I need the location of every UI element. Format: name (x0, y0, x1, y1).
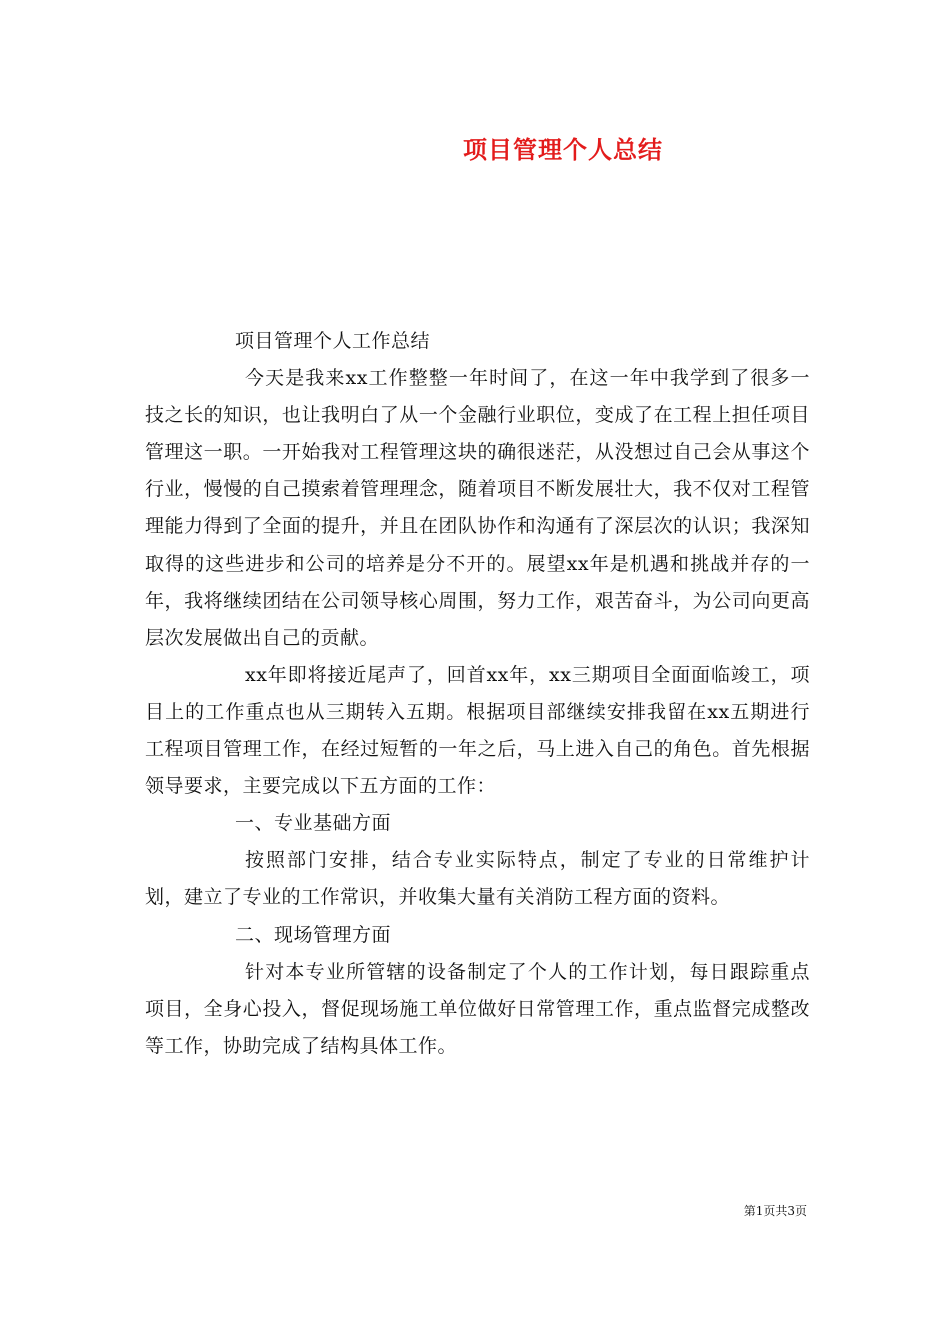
section-heading-site-management: 二、现场管理方面 (235, 923, 392, 946)
paragraph-overview: xx年即将接近尾声了，回首xx年，xx三期项目全面面临竣工，项目上的工作重点也从三期转入五期。根据项目部继续安排我留在xx五期进行工程项目管理工作，在经过短暂的一年之后，马上进入自己的角色。首先根据领导要求，主要完成以下五方面的工作： (145, 663, 810, 798)
document-title: 项目管理个人总结 (463, 135, 663, 164)
document-subtitle: 项目管理个人工作总结 (235, 330, 431, 352)
paragraph-intro: 今天是我来xx工作整整一年时间了，在这一年中我学到了很多一技之长的知识，也让我明白了从一个金融行业职位，变成了在工程上担任项目管理这一职。一开始我对工程管理这块的确很迷茫，从没想过自己会从事这个行业，慢慢的自己摸索着管理理念，随着项目不断发展壮大，我不仅对工程管理能力得到了全面的提升，并且在团队协作和沟通有了深层次的认识；我深知取得的这些进步和公司的培养是分不开的。展望xx年是机遇和挑战并存的一年，我将继续团结在公司领导核心周围，努力工作，艰苦奋斗，为公司向更高层次发展做出自己的贡献。 (145, 367, 810, 649)
page-number: 第1页共3页 (743, 1204, 807, 1218)
section-text-site-management: 针对本专业所管辖的设备制定了个人的工作计划，每日跟踪重点项目，全身心投入，督促现场施工单位做好日常管理工作，重点监督完成整改等工作，协助完成了结构具体工作。 (145, 960, 810, 1057)
section-heading-professional-basics: 一、专业基础方面 (235, 812, 392, 835)
section-text-professional-basics: 按照部门安排，结合专业实际特点，制定了专业的日常维护计划，建立了专业的工作常识，并收集大量有关消防工程方面的资料。 (145, 849, 810, 909)
document-body (145, 323, 810, 1065)
